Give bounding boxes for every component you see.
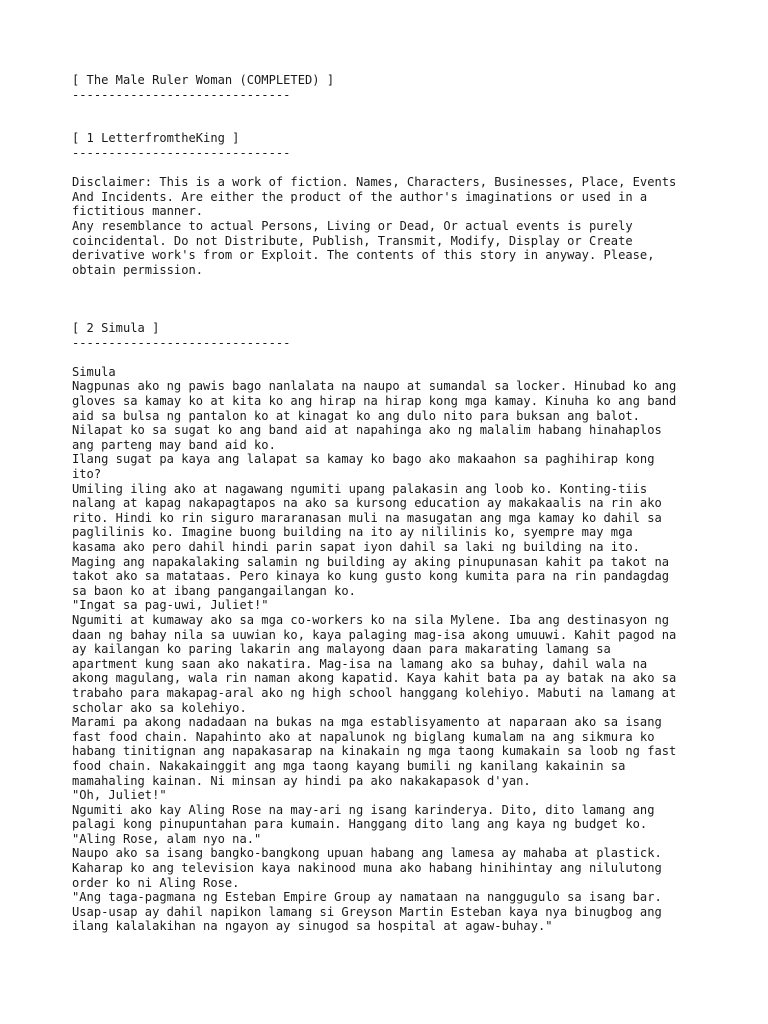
chapter-2-rule: ------------------------------ [72,335,291,350]
spacer [72,161,712,176]
body-line: akong magulang, wala rin naman akong kapatid. Kaya kahit bata pa ay batak na ako sa [72,671,677,686]
body-line: ang parteng may band aid ko. [72,437,276,452]
body-line: kasama ako pero dahil hindi parin sapat iyon dahil sa laki ng building na ito. [72,540,640,555]
body-line: Nagpunas ako ng pawis bago nanlalata na naupo at sumandal sa locker. Hinubad ko ang [72,379,677,394]
body-line: Ngumiti at kumaway ako sa mga co-workers ko na sila Mylene. Iba ang destinasyon ng [72,612,670,627]
body-line: palagi kong pinupuntahan para kumain. Hanggang dito lang ang kaya ng budget ko. [72,817,648,832]
body-line: aid sa bulsa ng pantalon ko at kinagat ko ang dulo nito para buksan ang balot. [72,408,640,423]
chapter-2-heading: [ 2 Simula ] [72,321,160,336]
body-line: food chain. Nakakainggit ang mga taong kayang bumili ng kanilang kakainin sa [72,758,626,773]
spacer [72,350,712,365]
body-line: Nilapat ko sa sugat ko ang band aid at napahinga ako ng malalim habang hinahaplos [72,423,662,438]
spacer [72,277,712,321]
body-line: daan ng bahay nila sa uuwian ko, kaya palaging mag-isa akong umuuwi. Kahit pagod na [72,627,677,642]
chapter-1-heading: [ 1 LetterfromtheKing ] [72,131,240,146]
body-line: derivative work's from or Exploit. The contents of this story in anyway. Please, [72,248,655,263]
spacer [72,102,712,131]
body-line: takot ako sa matataas. Pero kinaya ko kung gusto kong kumita para na rin pandagdag [72,569,670,584]
body-line: sa baon ko at ibang pangangailangan ko. [72,583,356,598]
body-line: ito? [72,467,102,482]
chapter-2-body [72,365,712,934]
document-title: [ The Male Ruler Woman (COMPLETED) ] [72,73,335,87]
body-line: Ngumiti ako kay Aling Rose na may-ari ng isang karinderya. Dito, dito lamang ang [72,802,655,817]
body-line: rito. Hindi ko rin siguro mararanasan muli na masugatan ang mga kamay ko dahil sa [72,510,662,525]
body-line: obtain permission. [72,262,204,277]
body-line: habang tinitignan ang napakasarap na kinakain ng mga taong kumakain sa loob ng fast [72,744,677,759]
body-line: "Ingat sa pag-uwi, Juliet!" [72,598,269,613]
body-line: Naupo ako sa isang bangko-bangkong upuan habang ang lamesa ay mahaba at plastick. [72,846,662,861]
body-line: order ko ni Aling Rose. [72,875,240,890]
body-line: Kaharap ko ang television kaya nakinood muna ako habang hinihintay ang nilulutong [72,861,662,876]
body-line: gloves sa kamay ko at kita ko ang hirap na hirap kong mga kamay. Kinuha ko ang band [72,394,677,409]
body-line: nalang at kapag nakapagtapos na ako sa kursong education ay makakaalis na rin ako [72,496,662,511]
body-line: "Aling Rose, alam nyo na." [72,831,262,846]
body-line: apartment kung saan ako nakatira. Mag-isa na lamang ako sa buhay, dahil wala na [72,656,648,671]
body-line: ay kailangan ko paring lakarin ang malayong daan para makarating lamang sa [72,642,611,657]
body-line: Umiling iling ako at nagawang ngumiti upang palakasin ang loob ko. Konting-tiis [72,481,648,496]
title-rule: ------------------------------ [72,87,291,102]
body-line: Disclaimer: This is a work of fiction. Names, Characters, Businesses, Place, Events [72,175,677,190]
body-line: Simula [72,364,116,379]
body-line: Usap-usap ay dahil napikon lamang si Greyson Martin Esteban kaya nya binugbog ang [72,904,662,919]
body-line: coincidental. Do not Distribute, Publish, Transmit, Modify, Display or Create [72,233,633,248]
body-line: paglilinis ko. Imagine buong building na ito ay nililinis ko, syempre may mga [72,525,633,540]
body-line: "Oh, Juliet!" [72,788,167,803]
body-line: ilang kalalakihan na ngayon ay sinugod sa hospital at agaw-buhay." [72,919,553,934]
chapter-1-rule: ------------------------------ [72,145,291,160]
chapter-1-body [72,175,712,277]
body-line: fictitious manner. [72,204,204,219]
body-line: fast food chain. Napahinto ako at napalunok ng biglang kumalam na ang sikmura ko [72,729,655,744]
body-line: trabaho para makapag-aral ako ng high school hanggang kolehiyo. Mabuti na lamang at [72,685,677,700]
body-line: Ilang sugat pa kaya ang lalapat sa kamay ko bago ako makaahon sa paghihirap kong [72,452,655,467]
body-line: Marami pa akong nadadaan na bukas na mga establisyamento at naparaan ako sa isang [72,715,662,730]
body-line: Any resemblance to actual Persons, Living or Dead, Or actual events is purely [72,218,633,233]
body-line: And Incidents. Are either the product of the author's imaginations or used in a [72,189,648,204]
body-line: mamahaling kainan. Ni minsan ay hindi pa ako nakakapasok d'yan. [72,773,531,788]
body-line: "Ang taga-pagmana ng Esteban Empire Group ay namataan na nanggugulo sa isang bar. [72,890,662,905]
body-line: scholar ako sa kolehiyo. [72,700,247,715]
document-page [72,73,712,934]
body-line: Maging ang napakalaking salamin ng building ay aking pinupunasan kahit pa takot na [72,554,670,569]
